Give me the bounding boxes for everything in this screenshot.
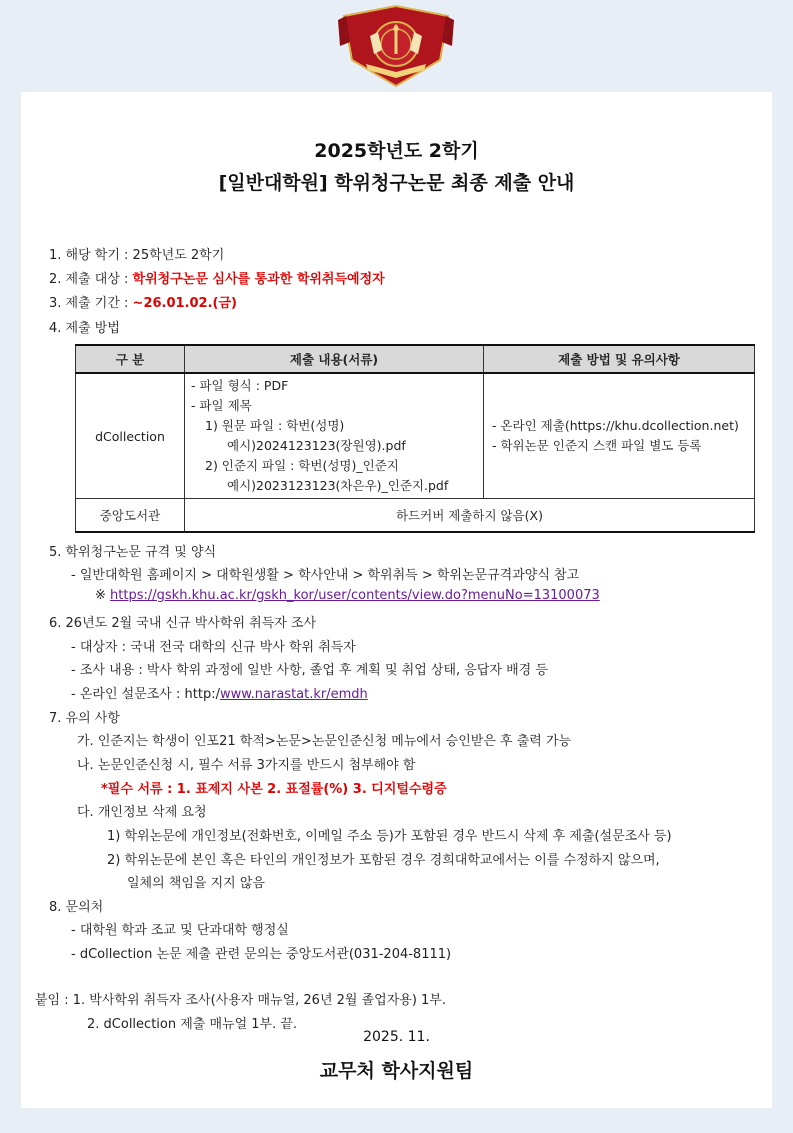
content-line: 예시)2023123123(차은우)_인준지.pdf xyxy=(227,478,449,493)
item-period xyxy=(49,292,237,311)
item-semester: 1. 해당 학기 : 25학년도 2학기 xyxy=(49,248,225,263)
notice-document xyxy=(21,92,772,1108)
section7-item-c: 다. 개인정보 삭제 요청 xyxy=(77,805,207,820)
table-row xyxy=(76,499,755,533)
item-period-label: 3. 제출 기간 : xyxy=(49,296,133,311)
row-library-note: 하드커버 제출하지 않음(X) xyxy=(185,499,755,533)
section5-line1: - 일반대학원 홈페이지 > 대학원생활 > 학사안내 > 학위취득 > 학위논문규격과양식 참고 xyxy=(71,568,580,583)
row-method-cell xyxy=(484,373,755,499)
thesis-format-link[interactable]: https://gskh.khu.ac.kr/gskh_kor/user/contents/view.do?menuNo=13100073 xyxy=(110,588,600,603)
attachment-line2: 2. dCollection 제출 매뉴얼 1부. 끝. xyxy=(87,1017,298,1032)
row-category-library: 중앙도서관 xyxy=(76,499,185,533)
section7-title: 7. 유의 사항 xyxy=(49,711,120,726)
section8-title: 8. 문의처 xyxy=(49,900,104,915)
reference-mark: ※ xyxy=(95,588,106,603)
method-line: - 온라인 제출(https://khu.dcollection.net) xyxy=(492,418,739,433)
table-header-row xyxy=(76,345,755,373)
section7-item-c2: 2) 학위논문에 본인 혹은 타인의 개인정보가 포함된 경우 경희대학교에서는 이를 수정하지 않으며, xyxy=(107,853,660,868)
section8-line1: - 대학원 학과 조교 및 단과대학 행정실 xyxy=(71,923,289,938)
row-content-cell xyxy=(185,373,484,499)
item-method: 4. 제출 방법 xyxy=(49,321,120,336)
section7-item-b: 나. 논문인준신청 시, 필수 서류 3가지를 반드시 첨부해야 함 xyxy=(77,758,416,773)
section6-line3 xyxy=(71,683,368,702)
university-seal-logo xyxy=(336,2,456,88)
content-line: 1) 원문 파일 : 학번(성명) xyxy=(205,418,345,433)
survey-label: - 온라인 설문조사 : http:/ xyxy=(71,687,220,702)
section5-title: 5. 학위청구논문 규격 및 양식 xyxy=(49,545,217,560)
document-title-line2: [일반대학원] 학위청구논문 최종 제출 안내 xyxy=(218,172,575,194)
row-category-dcollection: dCollection xyxy=(76,373,185,499)
required-documents: *필수 서류 : 1. 표제지 사본 2. 표절률(%) 3. 디지털수령증 xyxy=(101,782,447,797)
section6-line1: - 대상자 : 국내 전국 대학의 신규 박사 학위 취득자 xyxy=(71,640,356,655)
document-title-line1: 2025학년도 2학기 xyxy=(314,140,479,162)
section7-item-c1: 1) 학위논문에 개인정보(전화번호, 이메일 주소 등)가 포함된 경우 반드시 삭제 후 제출(설문조사 등) xyxy=(107,829,672,844)
attachment-line1: 붙임 : 1. 박사학위 취득자 조사(사용자 매뉴얼, 26년 2월 졸업자용) 1부. xyxy=(35,993,446,1008)
table-header-content: 제출 내용(서류) xyxy=(185,345,484,373)
section8-line2: - dCollection 논문 제출 관련 문의는 중앙도서관(031-204-8111) xyxy=(71,947,452,962)
table-row xyxy=(76,373,755,499)
item-period-value: ~26.01.02.(금) xyxy=(132,296,237,311)
table-header-category: 구 분 xyxy=(76,345,185,373)
survey-link[interactable]: www.narastat.kr/emdh xyxy=(219,687,368,702)
section6-title: 6. 26년도 2월 국내 신규 박사학위 취득자 조사 xyxy=(49,616,317,631)
method-line: - 학위논문 인준지 스캔 파일 별도 등록 xyxy=(492,438,702,453)
item-target xyxy=(49,268,385,287)
section7-item-c2-cont: 일체의 책임을 지지 않음 xyxy=(127,876,265,891)
item-target-label: 2. 제출 대상 : xyxy=(49,272,133,287)
section7-item-a: 가. 인준지는 학생이 인포21 학적>논문>논문인준신청 메뉴에서 승인받은 후 출력 가능 xyxy=(77,734,572,749)
issuing-office: 교무처 학사지원팀 xyxy=(319,1060,474,1082)
item-target-value: 학위청구논문 심사를 통과한 학위취득예정자 xyxy=(132,272,385,287)
content-line: - 파일 제목 xyxy=(191,398,252,413)
issue-date: 2025. 11. xyxy=(363,1029,430,1045)
content-line: - 파일 형식 : PDF xyxy=(191,378,289,393)
content-line: 2) 인준지 파일 : 학번(성명)_인준지 xyxy=(205,458,399,473)
submission-table xyxy=(75,344,755,533)
content-line: 예시)2024123123(장원영).pdf xyxy=(227,438,406,453)
section5-link-row xyxy=(95,588,600,603)
section6-line2: - 조사 내용 : 박사 학위 과정에 일반 사항, 졸업 후 계획 및 취업 상태, 응답자 배경 등 xyxy=(71,663,548,678)
table-header-method: 제출 방법 및 유의사항 xyxy=(484,345,755,373)
